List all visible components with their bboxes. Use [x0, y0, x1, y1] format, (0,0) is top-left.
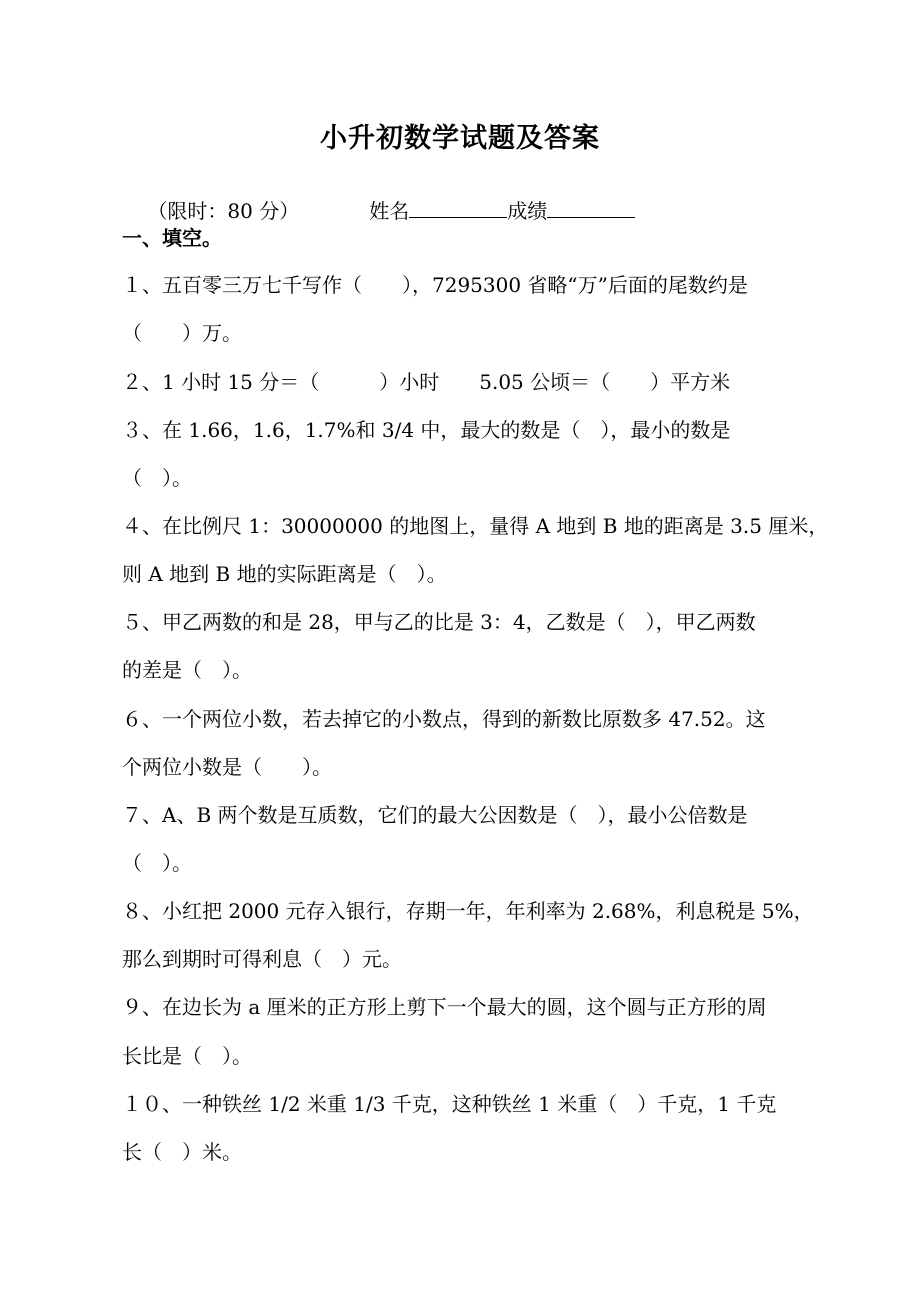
question-6-line-1: ６、一个两位小数，若去掉它的小数点，得到的新数比原数多 47.52。这 [122, 707, 766, 731]
question-5-line-2: 的差是（ ）。 [122, 658, 252, 682]
question-3-line-1: ３、在 1.66，1.6，1.7%和 3/4 中，最大的数是（ ），最小的数是 [122, 418, 731, 442]
score-label: 成绩 [507, 199, 548, 223]
section-heading: 一、填空。 [122, 226, 222, 250]
question-4-line-1: ４、在比例尺 1：30000000 的地图上，量得 A 地到 B 地的距离是 3.5 厘米， [122, 514, 829, 538]
question-7-line-1: ７、A、B 两个数是互质数，它们的最大公因数是（ ），最小公倍数是 [122, 803, 748, 827]
question-8-line-1: ８、小红把 2000 元存入银行，存期一年，年利率为 2.68%，利息税是 5%， [122, 899, 814, 923]
question-9-line-1: ９、在边长为 a 厘米的正方形上剪下一个最大的圆，这个圆与正方形的周 [122, 995, 767, 1019]
question-6-line-2: 个两位小数是（ ）。 [122, 755, 332, 779]
name-blank[interactable] [409, 199, 507, 218]
question-7-line-2: （ ）。 [122, 851, 192, 875]
question-10-line-1: １０、一种铁丝 1/2 米重 1/3 千克，这种铁丝 1 米重（ ）千克，1 千克 [122, 1092, 777, 1116]
question-1-line-1: １、五百零三万七千写作（ ），7295300 省略“万”后面的尾数约是 [122, 273, 748, 297]
page-title: 小升初数学试题及答案 [320, 123, 600, 154]
time-limit: （限时：80 分） [147, 199, 300, 223]
question-9-line-2: 长比是（ ）。 [122, 1044, 252, 1068]
score-blank[interactable] [547, 199, 635, 218]
name-label: 姓名 [369, 199, 410, 223]
question-5-line-1: ５、甲乙两数的和是 28，甲与乙的比是 3：4，乙数是（ ），甲乙两数 [122, 610, 756, 634]
question-1-line-2: （ ）万。 [122, 321, 242, 345]
question-3-line-2: （ ）。 [122, 466, 192, 490]
question-8-line-2: 那么到期时可得利息（ ）元。 [122, 947, 402, 971]
question-10-line-2: 长（ ）米。 [122, 1140, 242, 1164]
question-2-line-1: ２、1 小时 15 分＝（ ）小时 5.05 公顷＝（ ）平方米 [122, 370, 731, 394]
question-4-line-2: 则 A 地到 B 地的实际距离是（ ）。 [122, 562, 447, 586]
